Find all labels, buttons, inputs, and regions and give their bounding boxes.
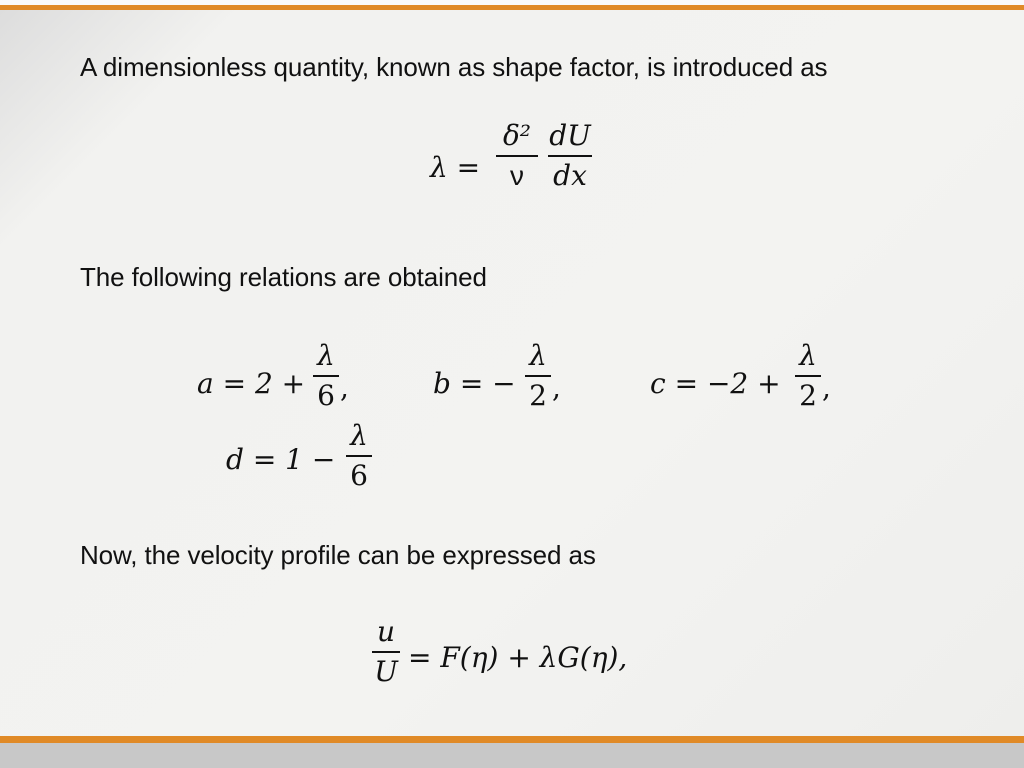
equation-d bbox=[226, 418, 386, 502]
fraction-denominator: ν bbox=[510, 160, 524, 191]
fraction-bar bbox=[795, 375, 821, 377]
fraction-bar bbox=[525, 375, 551, 377]
equation-a-lhs: a = 2 + bbox=[197, 367, 306, 400]
equation-profile-rhs: = F(η) + λG(η), bbox=[408, 641, 628, 674]
fraction-bar bbox=[372, 651, 400, 653]
fraction-denominator: 6 bbox=[350, 459, 368, 492]
profile-text: Now, the velocity profile can be expressed as bbox=[80, 540, 596, 570]
fraction-u-over-U bbox=[372, 614, 400, 690]
equation-c-lhs: c = −2 + bbox=[650, 367, 781, 400]
fraction-lambda-over-6 bbox=[346, 418, 372, 494]
fraction-bar bbox=[346, 455, 372, 457]
equation-b-lhs: b = − bbox=[433, 367, 516, 400]
fraction-bar bbox=[496, 155, 538, 157]
fraction-denominator: dx bbox=[553, 159, 587, 192]
equation-d-lhs: d = 1 − bbox=[226, 443, 336, 476]
fraction-numerator: λ bbox=[799, 339, 817, 372]
fraction-denominator: 6 bbox=[317, 379, 335, 412]
fraction-lambda-over-6 bbox=[313, 338, 339, 414]
relations-text: The following relations are obtained bbox=[80, 262, 487, 292]
fraction-lambda-over-2 bbox=[795, 338, 821, 414]
fraction-numerator: λ bbox=[529, 339, 547, 372]
fraction-dU-over-dx bbox=[548, 118, 592, 194]
fraction-numerator: u bbox=[376, 615, 396, 648]
intro-text: A dimensionless quantity, known as shape factor, is introduced as bbox=[80, 52, 828, 82]
fraction-bar bbox=[548, 155, 592, 157]
equation-b-comma: , bbox=[552, 371, 561, 404]
equation-a-comma: , bbox=[340, 371, 349, 404]
bottom-accent-bar bbox=[0, 736, 1024, 743]
equation-b bbox=[433, 338, 573, 422]
fraction-numerator: λ bbox=[350, 419, 368, 452]
equation-c bbox=[650, 338, 840, 422]
fraction-denominator: 2 bbox=[799, 379, 817, 412]
fraction-denominator: 2 bbox=[529, 379, 547, 412]
fraction-denominator: U bbox=[374, 655, 398, 688]
equation-a bbox=[197, 338, 367, 422]
fraction-numerator: λ bbox=[317, 339, 335, 372]
equation-lambda-lhs: λ = bbox=[430, 151, 481, 184]
fraction-lambda-over-2 bbox=[525, 338, 551, 414]
equation-c-comma: , bbox=[822, 371, 831, 404]
fraction-numerator: dU bbox=[549, 119, 591, 152]
fraction-numerator: δ² bbox=[502, 119, 532, 152]
equation-lambda bbox=[430, 118, 600, 218]
top-accent-bar bbox=[0, 5, 1024, 10]
equation-velocity-profile bbox=[372, 614, 662, 698]
bottom-footer-band bbox=[0, 743, 1024, 768]
fraction-bar bbox=[313, 375, 339, 377]
fraction-delta-over-nu bbox=[496, 118, 538, 194]
